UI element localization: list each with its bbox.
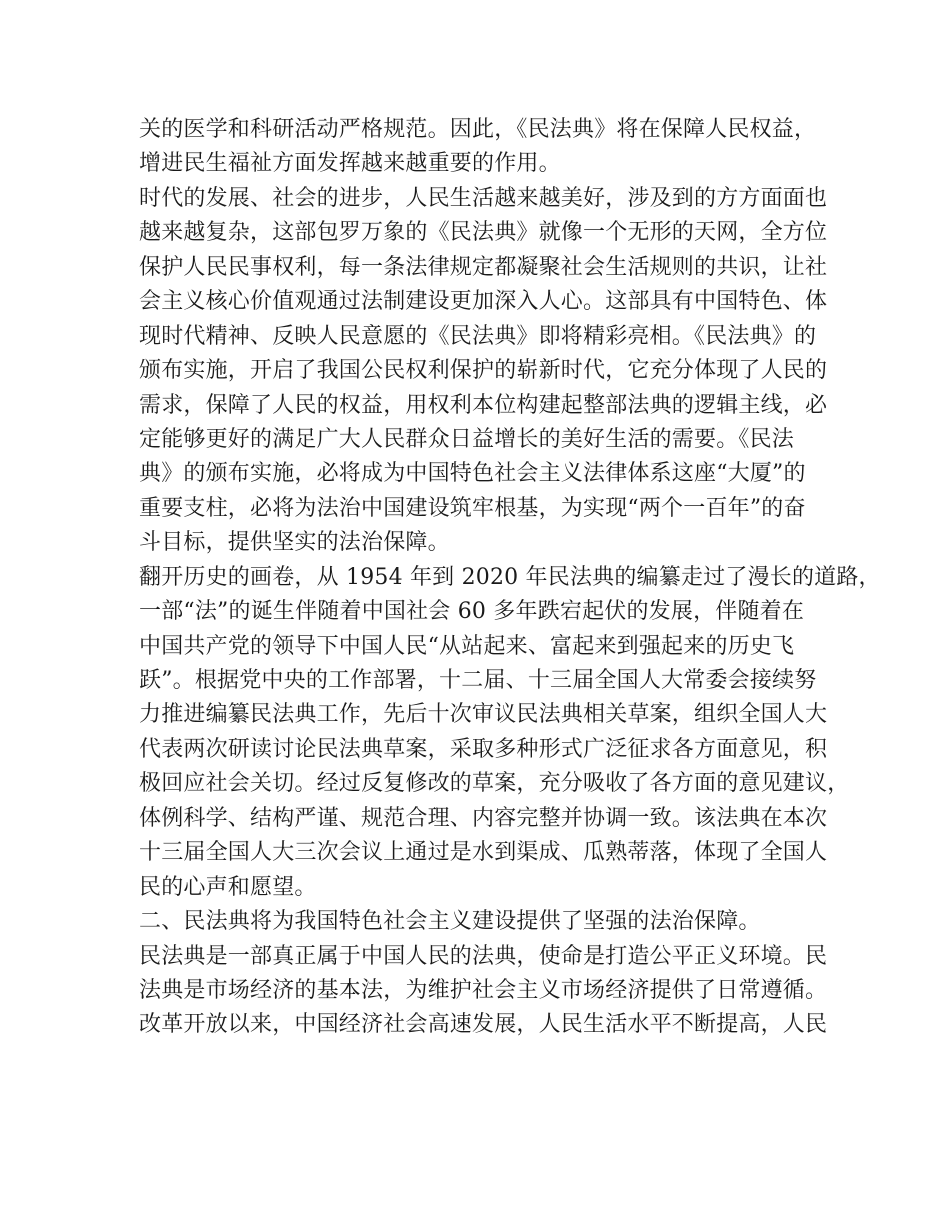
section-heading: 二、民法典将为我国特色社会主义建设提供了坚强的法治保障。 xyxy=(139,909,761,935)
text-line: 十三届全国人大三次会议上通过是水到渠成、瓜熟蒂落，体现了全国人 xyxy=(139,840,828,866)
text-line: 代表两次研读讨论民法典草案，采取多种形式广泛征求各方面意见，积 xyxy=(139,736,828,762)
text-line: 现时代精神、反映人民意愿的《民法典》即将精彩亮相。《民法典》的 xyxy=(139,323,817,349)
text-line: 体例科学、结构严谨、规范合理、内容完整并协调一致。该法典在本次 xyxy=(139,805,828,831)
text-line: 跃”。根据党中央的工作部署，十二届、十三届全国人大常委会接续努 xyxy=(139,668,817,693)
text-line: 会主义核心价值观通过法制建设更加深入人心。这部具有中国特色、体 xyxy=(139,289,828,315)
text-line: 翻开历史的画卷，从 1954 年到 2020 年民法典的编纂走过了漫长的道路， xyxy=(139,564,881,590)
text-line: 保护人民民事权利，每一条法律规定都凝聚社会生活规则的共识，让社 xyxy=(139,254,828,280)
text-line: 定能够更好的满足广大人民群众日益增长的美好生活的需要。《民法 xyxy=(139,426,795,452)
text-line: 需求，保障了人民的权益，用权利本位构建起整部法典的逻辑主线，必 xyxy=(139,392,828,418)
text-line: 增进民生福祉方面发挥越来越重要的作用。 xyxy=(139,151,561,177)
text-line: 极回应社会关切。经过反复修改的草案，充分吸收了各方面的意见建议， xyxy=(139,771,850,797)
text-line: 典》的颁布实施，必将成为中国特色社会主义法律体系这座“大厦”的 xyxy=(139,461,806,487)
text-line: 法典是市场经济的基本法，为维护社会主义市场经济提供了日常遵循。 xyxy=(139,977,828,1003)
text-line: 重要支柱，必将为法治中国建设筑牢根基，为实现“两个一百年”的奋 xyxy=(139,495,806,521)
text-line: 越来越复杂，这部包罗万象的《民法典》就像一个无形的天网，全方位 xyxy=(139,220,828,246)
text-line: 颁布实施，开启了我国公民权利保护的崭新时代，它充分体现了人民的 xyxy=(139,358,828,384)
text-line: 力推进编纂民法典工作，先后十次审议民法典相关草案，组织全国人大 xyxy=(139,702,828,728)
text-line: 民法典是一部真正属于中国人民的法典，使命是打造公平正义环境。民 xyxy=(139,943,828,969)
text-line: 改革开放以来，中国经济社会高速发展，人民生活水平不断提高，人民 xyxy=(139,1012,828,1038)
text-line: 民的心声和愿望。 xyxy=(139,874,317,900)
text-line: 斗目标，提供坚实的法治保障。 xyxy=(139,530,450,556)
document-body xyxy=(139,113,881,1043)
text-line: 一部“法”的诞生伴随着中国社会 60 多年跌宕起伏的发展，伴随着在 xyxy=(139,599,805,625)
text-line: 关的医学和科研活动严格规范。因此，《民法典》将在保障人民权益， xyxy=(139,117,817,142)
text-line: 中国共产党的领导下中国人民“从站起来、富起来到强起来的历史飞 xyxy=(139,633,795,659)
text-line: 时代的发展、社会的进步，人民生活越来越美好，涉及到的方方面面也 xyxy=(139,185,828,211)
